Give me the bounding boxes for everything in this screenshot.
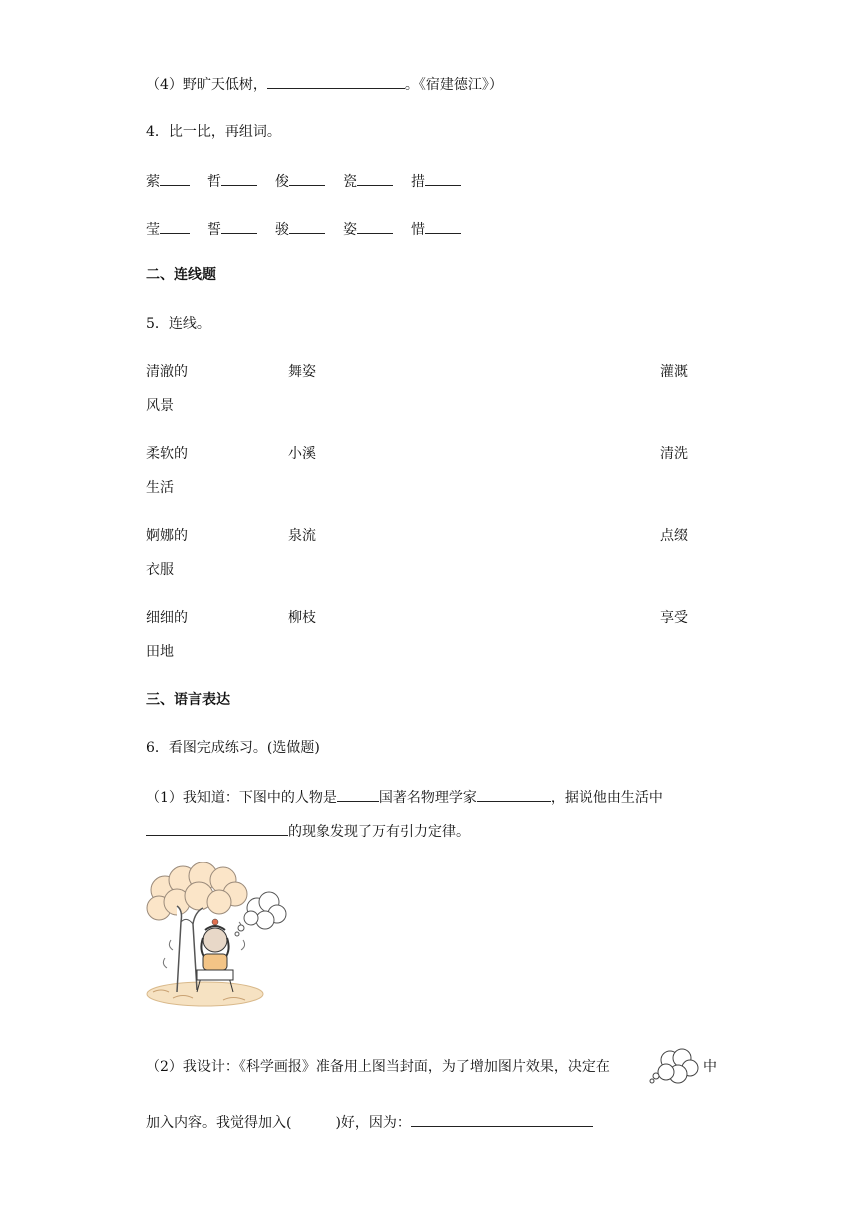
compare-char: 骏: [275, 222, 289, 238]
q6-part1-line2: [146, 821, 470, 842]
compare-item: [411, 219, 461, 240]
cloud-icon: [648, 1046, 700, 1086]
match-col1-item[interactable]: 风景: [146, 398, 174, 414]
word-blank[interactable]: [160, 171, 190, 186]
compare-item: [275, 171, 325, 192]
match-col1-item[interactable]: 田地: [146, 644, 174, 660]
match-col1-item[interactable]: 衣服: [146, 562, 174, 578]
word-blank[interactable]: [160, 219, 190, 234]
compare-char: 莹: [146, 222, 160, 238]
compare-char: 誓: [207, 222, 221, 238]
q6-part2-line2: [146, 1112, 593, 1133]
compare-item: [146, 171, 190, 192]
match-col2-item[interactable]: 小溪: [288, 446, 316, 462]
poem-answer-blank[interactable]: [267, 74, 405, 89]
word-blank[interactable]: [357, 171, 393, 186]
poem-fill-line: [146, 74, 503, 95]
match-col3-item[interactable]: 点缀: [660, 528, 688, 544]
q6-part2-text-b: 中: [703, 1059, 717, 1075]
section-3-heading: 三、语言表达: [146, 692, 230, 708]
word-blank[interactable]: [289, 219, 325, 234]
compare-item: [411, 171, 461, 192]
word-blank[interactable]: [289, 171, 325, 186]
compare-char: 哲: [207, 174, 221, 190]
q6-part1-line1: [146, 787, 663, 808]
newton-tree-illustration: [143, 862, 288, 1010]
q6-part1-text-b: 国著名物理学家: [378, 790, 477, 806]
poem-fill-suffix: 。《宿建德江》）: [404, 77, 503, 93]
compare-char: 萦: [146, 174, 160, 190]
question-6-title: 6．看图完成练习。(选做题): [146, 740, 320, 756]
country-blank[interactable]: [337, 787, 379, 802]
compare-item: [146, 219, 190, 240]
question-4-title: 4．比一比，再组词。: [146, 124, 281, 140]
compare-item: [343, 219, 393, 240]
compare-item: [207, 171, 257, 192]
q6-part1-text-d: 的现象发现了万有引力定律。: [288, 824, 470, 840]
newton-tree-svg: [143, 862, 288, 1010]
match-col1-item[interactable]: 清澈的: [146, 364, 188, 380]
compare-char: 瓷: [343, 174, 357, 190]
compare-char: 姿: [343, 222, 357, 238]
match-col1-item[interactable]: 细细的: [146, 610, 188, 626]
match-col2-item[interactable]: 舞姿: [288, 364, 316, 380]
compare-item: [343, 171, 393, 192]
compare-char: 俊: [275, 174, 289, 190]
match-col3-item[interactable]: 清洗: [660, 446, 688, 462]
word-blank[interactable]: [357, 219, 393, 234]
section-2-heading: 二、连线题: [146, 267, 216, 283]
match-col1-item[interactable]: 婀娜的: [146, 528, 188, 544]
reason-blank[interactable]: [411, 1112, 593, 1127]
phenomenon-blank[interactable]: [146, 821, 288, 836]
q6-part2-text-d: )好，因为：: [335, 1115, 411, 1131]
match-col2-item[interactable]: 泉流: [288, 528, 316, 544]
match-col1-item[interactable]: 生活: [146, 480, 174, 496]
word-blank[interactable]: [221, 171, 257, 186]
q6-part2-text-a: （2）我设计：《科学画报》准备用上图当封面，为了增加图片效果，决定在: [146, 1059, 610, 1075]
match-col3-item[interactable]: 享受: [660, 610, 688, 626]
match-col1-item[interactable]: 柔软的: [146, 446, 188, 462]
q6-part1-text-c: ，据说他由生活中: [550, 790, 663, 806]
physicist-blank[interactable]: [477, 787, 551, 802]
question-5-title: 5．连线。: [146, 316, 211, 332]
compare-item: [275, 219, 325, 240]
compare-char: 措: [411, 174, 425, 190]
compare-char: 惜: [411, 222, 425, 238]
poem-fill-prefix: （4）野旷天低树，: [146, 77, 267, 93]
q6-part1-text-a: （1）我知道：下图中的人物是: [146, 790, 337, 806]
q6-part2-line1: [146, 1057, 610, 1077]
match-col3-item[interactable]: 灌溉: [660, 364, 688, 380]
q6-part2-text-c: 加入内容。我觉得加入(: [146, 1115, 292, 1131]
word-blank[interactable]: [425, 171, 461, 186]
word-blank[interactable]: [221, 219, 257, 234]
compare-item: [207, 219, 257, 240]
match-col2-item[interactable]: 柳枝: [288, 610, 316, 626]
word-blank[interactable]: [425, 219, 461, 234]
